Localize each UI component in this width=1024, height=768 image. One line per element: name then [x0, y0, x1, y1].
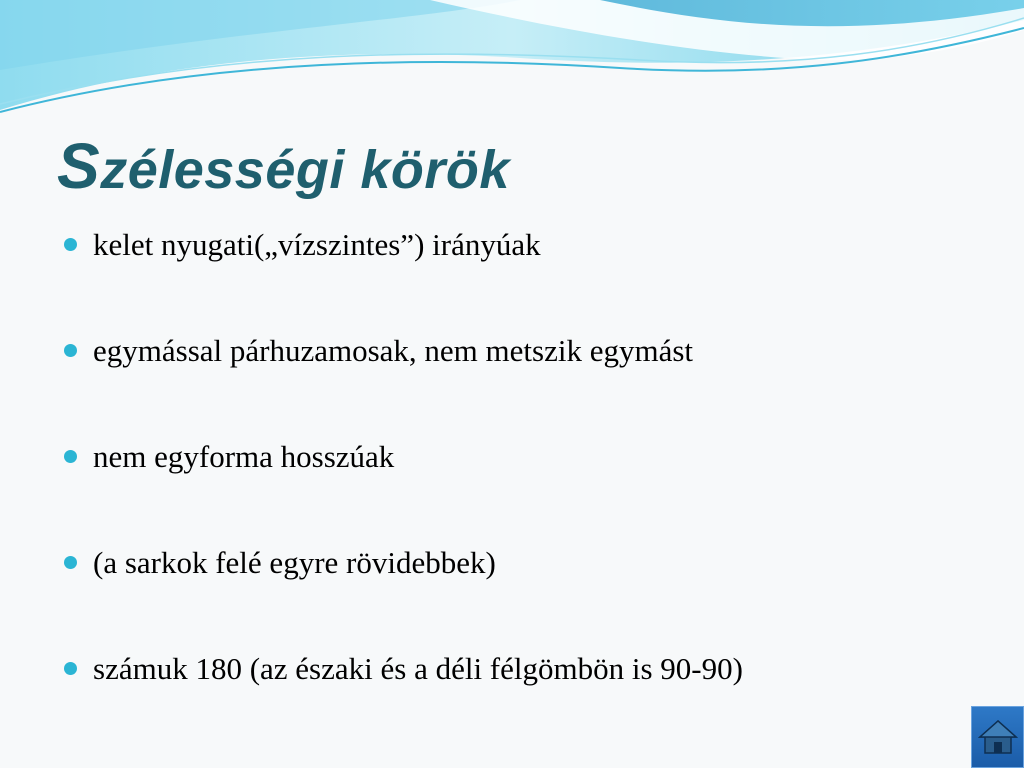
bullet-item [62, 217, 743, 323]
slide-title [57, 130, 510, 206]
bullet-dot-icon [64, 344, 77, 357]
bullet-item [62, 323, 743, 429]
bullet-text: egymással párhuzamosak, nem metszik egymást [93, 333, 694, 368]
bullet-text: számuk 180 (az északi és a déli félgömbön is 90-90) [93, 651, 743, 686]
bullet-text: nem egyforma hosszúak [93, 439, 395, 474]
header-wave-decoration [0, 0, 1024, 120]
bullet-dot-icon [64, 450, 77, 463]
bullet-item [62, 429, 743, 535]
bullet-dot-icon [64, 556, 77, 569]
bullet-text: (a sarkok felé egyre rövidebbek) [93, 545, 496, 580]
home-icon [978, 717, 1018, 757]
slide-title-rest: zélességi körök [100, 140, 510, 200]
bullet-dot-icon [64, 662, 77, 675]
home-button[interactable] [971, 706, 1024, 768]
bullet-list [62, 217, 743, 747]
slide-title-initial: S [57, 130, 101, 202]
bullet-item [62, 641, 743, 747]
bullet-dot-icon [64, 238, 77, 251]
bullet-text: kelet nyugati(„vízszintes”) irányúak [93, 227, 541, 262]
bullet-item [62, 535, 743, 641]
